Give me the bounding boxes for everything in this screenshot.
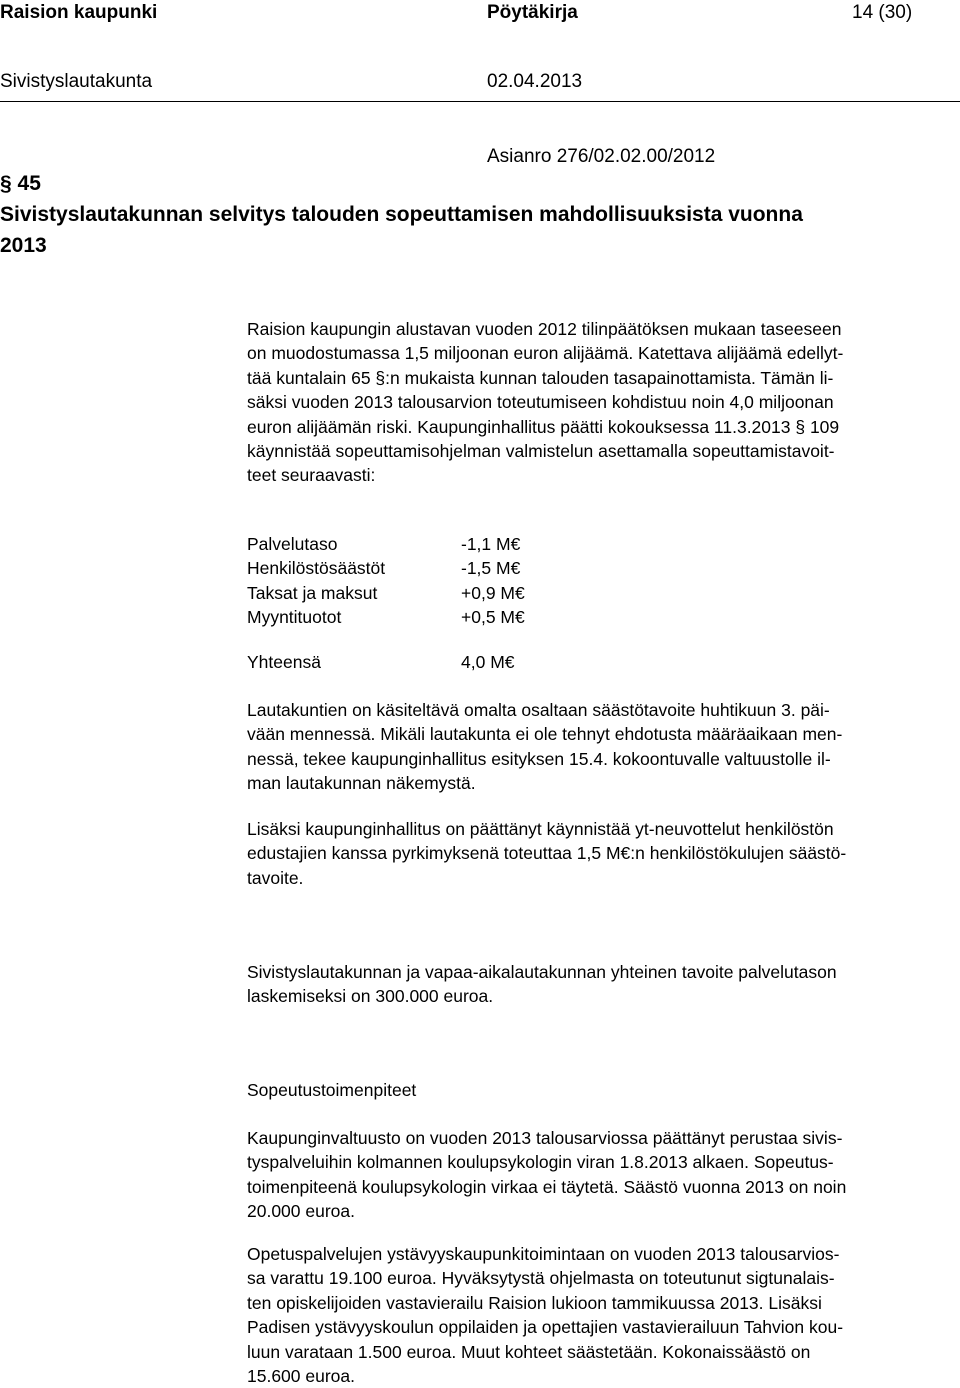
target-label: Myyntituotot: [247, 607, 342, 628]
heading-text: Sopeutustoimenpiteet: [247, 1080, 417, 1100]
text-line: luun varataan 1.500 euroa. Muut kohteet säästetään. Kokonaissäästö on: [247, 1341, 811, 1362]
text-line: Raision kaupungin alustavan vuoden 2012 tilinpäätöksen mukaan taseeseen: [247, 319, 842, 339]
section-title-line2: 2013: [0, 234, 47, 257]
table-row: [247, 605, 525, 629]
header-doc-type: Pöytäkirja: [487, 2, 578, 23]
text-line: Sivistyslautakunnan ja vapaa-aikalautakunnan yhteinen tavoite palvelutason: [247, 962, 837, 982]
text-line: Padisen ystävyyskoulun oppilaiden ja opettajien vastavierailuun Tahvion kou-: [247, 1317, 844, 1338]
deadline-paragraph: [247, 698, 953, 796]
text-line: edustajien kanssa pyrkimyksenä toteuttaa 1,5 M€:n henkilöstökulujen säästö-: [247, 843, 847, 864]
table-row: [247, 532, 525, 556]
table-row: [247, 650, 515, 674]
target-label: Palvelutaso: [247, 534, 338, 554]
text-line: Lisäksi kaupunginhallitus on päättänyt käynnistää yt-neuvottelut henkilöstön: [247, 819, 834, 839]
target-value: +0,5 M€: [461, 607, 525, 628]
target-label: Henkilöstösäästöt: [247, 558, 386, 579]
text-line: sa varattu 19.100 euroa. Hyväksytystä ohjelmasta on toteutunut sigtunalais-: [247, 1268, 835, 1289]
text-line: on muodostumassa 1,5 miljoonan euron alijäämä. Katettava alijäämä edellyt-: [247, 343, 844, 364]
total-value: 4,0 M€: [461, 652, 515, 672]
psychologist-paragraph: [247, 1126, 953, 1224]
text-line: euron alijäämän riski. Kaupunginhallitus päätti kokouksessa 11.3.2013 § 109: [247, 416, 840, 437]
text-line: tää kuntalain 65 §:n mukaista kunnan talouden tasapainottamista. Tämän li-: [247, 367, 834, 388]
header-city: Raision kaupunki: [0, 2, 158, 23]
total-label: Yhteensä: [247, 652, 321, 672]
header-date: 02.04.2013: [487, 71, 583, 92]
text-line: ten opiskelijoiden vastavierailu Raision lukioon tammikuussa 2013. Lisäksi: [247, 1292, 822, 1313]
text-line: vään mennessä. Mikäli lautakunta ei ole tehnyt ehdotusta määräaikaan men-: [247, 724, 843, 745]
text-line: Lautakuntien on käsiteltävä omalta osaltaan säästötavoite huhtikuun 3. päi-: [247, 700, 830, 720]
twin-town-paragraph: [247, 1242, 953, 1388]
header-divider: [0, 101, 960, 102]
target-value: -1,1 M€: [461, 534, 521, 554]
targets-table: [247, 532, 525, 630]
text-line: nessä, tekee kaupunginhallitus esityksen 15.4. kokoontuvalle valtuustolle il-: [247, 748, 831, 769]
personnel-paragraph: [247, 817, 953, 890]
text-line: säksi vuoden 2013 talousarvion toteutumiseen kohdistuu noin 4,0 miljoonan: [247, 392, 834, 413]
text-line: man lautakunnan näkemystä.: [247, 773, 476, 794]
text-line: käynnistää sopeuttamisohjelman valmistelun asettamalla sopeuttamistavoit-: [247, 441, 835, 462]
text-line: Opetuspalvelujen ystävyyskaupunkitoimintaan on vuoden 2013 talousarvios-: [247, 1244, 840, 1264]
text-line: laskemiseksi on 300.000 euroa.: [247, 986, 494, 1007]
text-line: teet seuraavasti:: [247, 465, 376, 486]
case-number: Asianro 276/02.02.00/2012: [487, 146, 716, 167]
table-row: [247, 581, 525, 605]
intro-paragraph: [247, 317, 953, 488]
section-title-line1: Sivistyslautakunnan selvitys talouden sopeuttamisen mahdollisuuksista vuonna: [0, 203, 803, 226]
text-line: tyspalveluihin kolmannen koulupsykologin viran 1.8.2013 alkaen. Sopeutus-: [247, 1152, 834, 1173]
target-value: +0,9 M€: [461, 582, 525, 603]
section-number: § 45: [0, 172, 41, 195]
text-line: 20.000 euroa.: [247, 1201, 356, 1222]
text-line: tavoite.: [247, 867, 304, 888]
table-row: [247, 556, 525, 580]
header-committee: Sivistyslautakunta: [0, 71, 153, 92]
text-line: toimenpiteenä koulupsykologin virkaa ei täytetä. Säästö vuonna 2013 on noin: [247, 1176, 847, 1197]
target-label: Taksat ja maksut: [247, 582, 378, 603]
text-line: 15.600 euroa.: [247, 1366, 356, 1387]
header-page-number: 14 (30): [852, 2, 913, 23]
text-line: Kaupunginvaltuusto on vuoden 2013 talousarviossa päättänyt perustaa sivis-: [247, 1128, 843, 1148]
measures-heading: [247, 1078, 953, 1102]
target-value: -1,5 M€: [461, 558, 521, 579]
targets-total: [247, 650, 515, 674]
goal-paragraph: [247, 960, 953, 1009]
